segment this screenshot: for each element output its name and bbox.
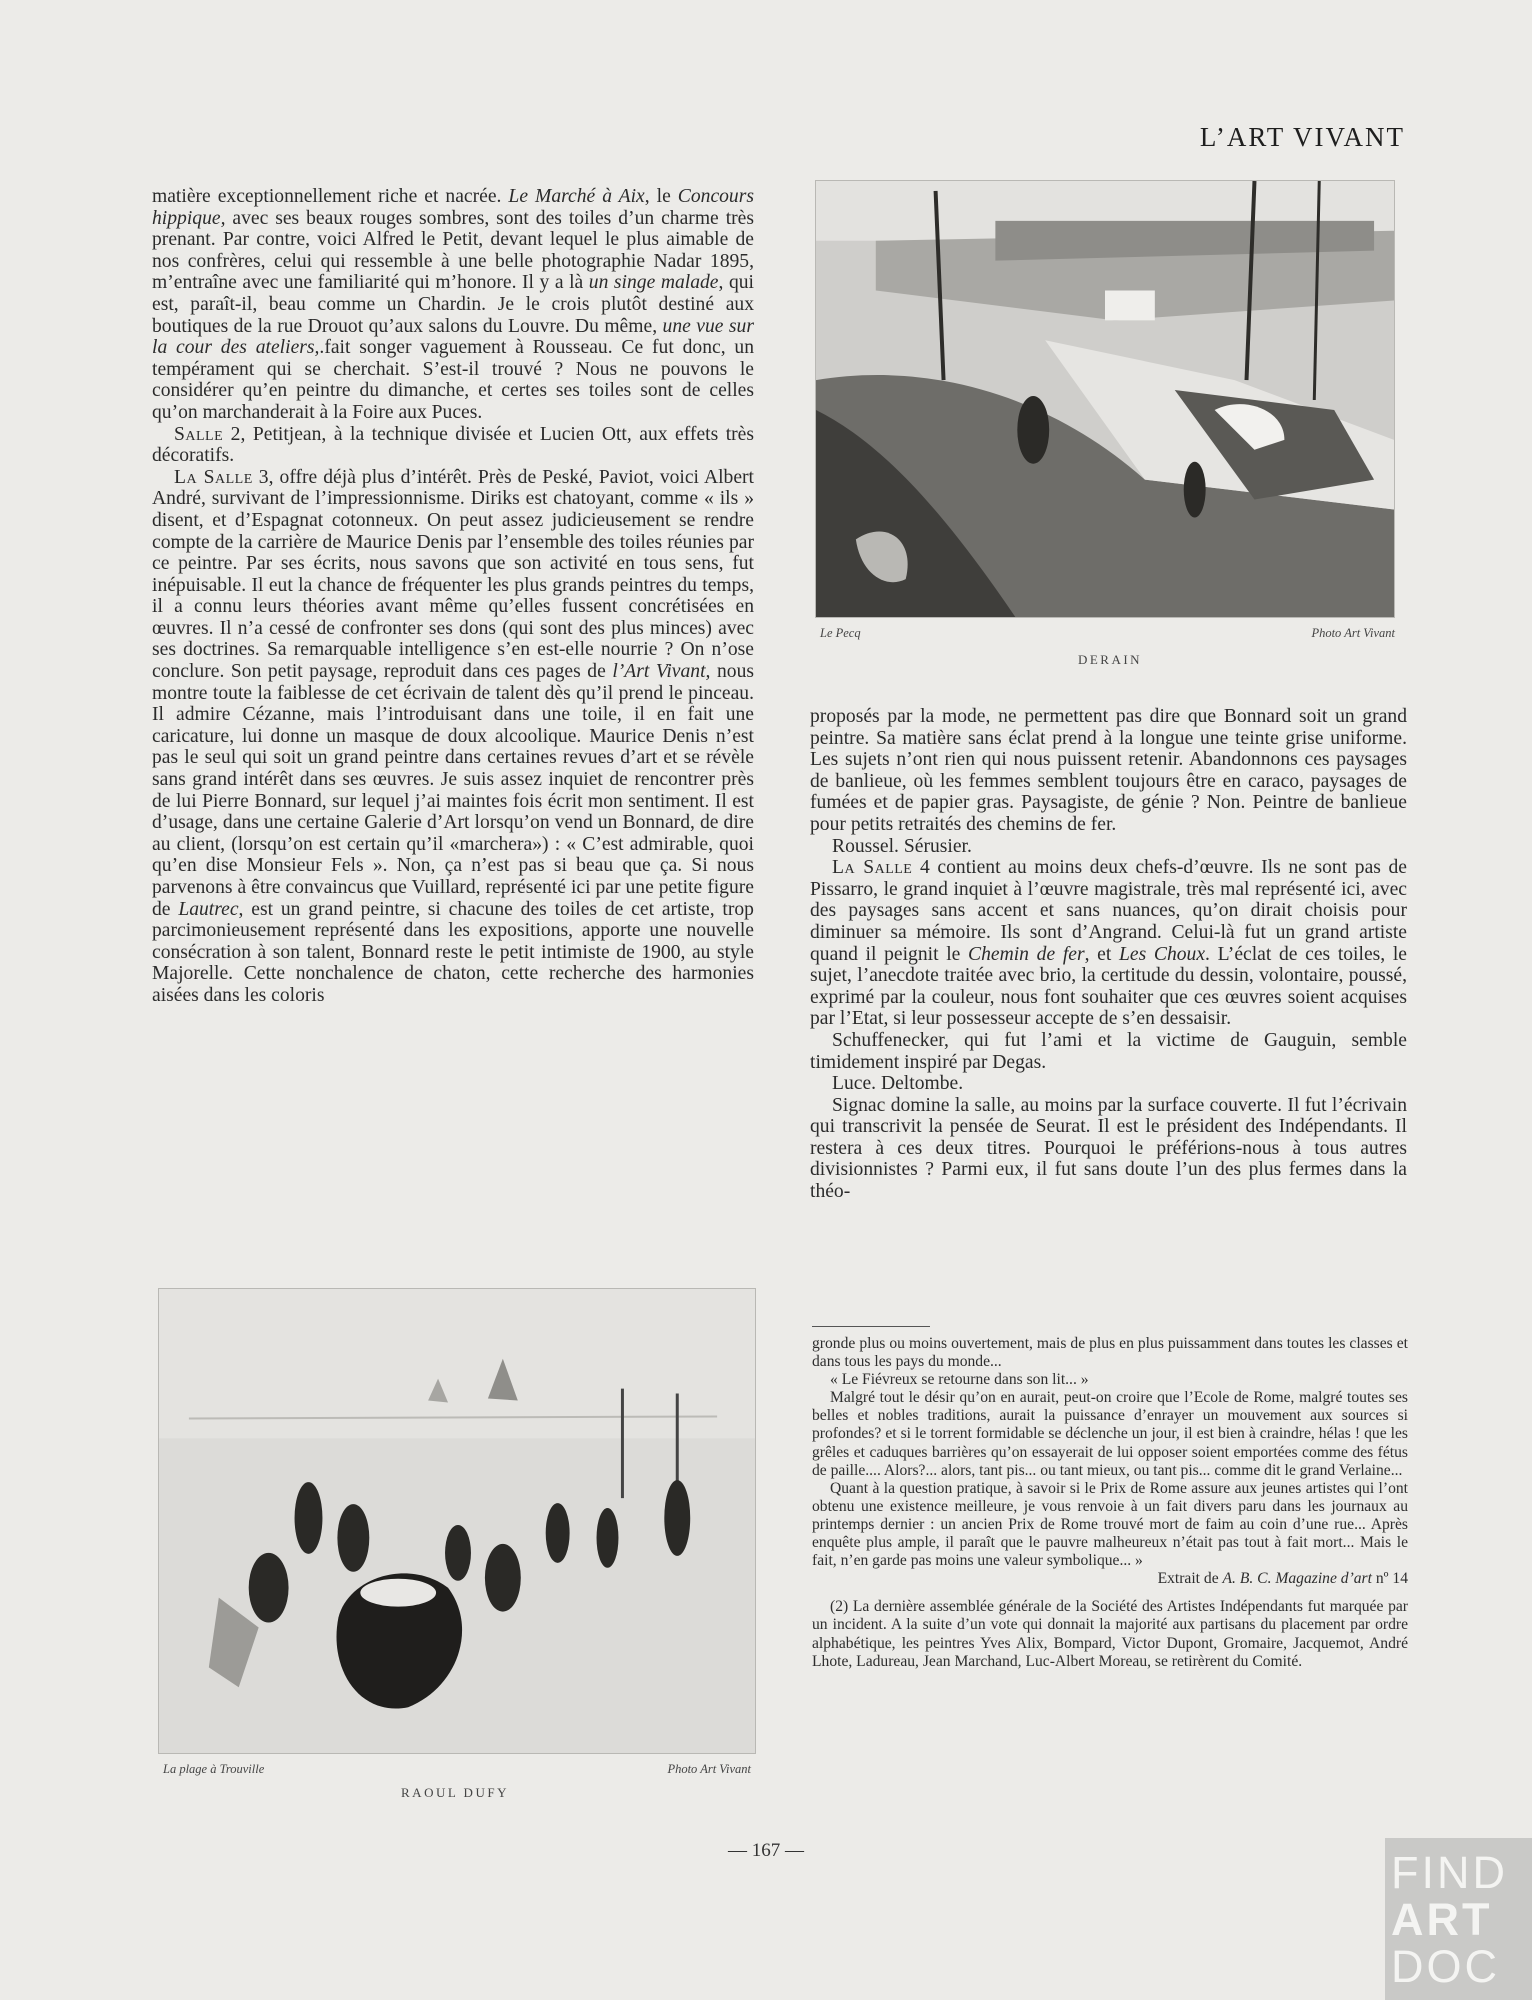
footnote-divider <box>812 1326 930 1327</box>
paragraph: La Salle 4 contient au moins deux chefs-d’œuvre. Ils ne sont pas de Pissarro, le grand inquiet à l’œuvre magistrale, très mal représenté ici, avec des paysages sans accent et sans nuances, qu’on dirait choisis pour diminuer sa mémoire. Ils sont d’Angrand. Celui-là fut un grand artiste quand il peignit le Chemin de fer, et Les Choux. L’éclat de ces toiles, le sujet, l’anecdote traitée avec brio, la certitude du dessin, volontaire, poussé, exprimé par la couleur, nous font souhaiter que ces œuvres soient acquises par l’Etat, si leur possesseur accepte de s’en dessaisir. <box>810 857 1408 1030</box>
dufy-photo-credit: Photo Art Vivant <box>667 1762 751 1776</box>
dufy-artist-name: RAOUL DUFY <box>401 1785 509 1800</box>
footnote-source: Extrait de A. B. C. Magazine d’art nº 14 <box>1157 1570 1408 1588</box>
paragraph: Signac domine la salle, au moins par la surface couverte. Il fut l’écrivain qui transcrivit la pensée de Seurat. Il est le président des Indépendants. Il restera à ces deux titres. Pourquoi le préférions-nous à tous autres divisionnistes ? Parmi eux, il fut sans doute l’un des plus fermes dans la théo- <box>810 1094 1407 1203</box>
footnote-paragraph: « Le Fiévreux se retourne dans son lit... » <box>830 1371 1089 1389</box>
derain-caption <box>820 626 1395 641</box>
paragraph: La Salle 3, offre déjà plus d’intérêt. Près de Peské, Paviot, voici Albert André, survivant de l’impressionnisme. Diriks est chatoyant, comme « ils » disent, et d’Espagnat cotonneux. On peut assez judicieusement se rendre compte de la carrière de Maurice Denis par l’ensemble des toiles réunies par ce peintre. Par ses écrits, nous savons que son activité en tous sens, fut inépuisable. Il eut la chance de fréquenter les plus grands peintres du temps, il a connu leurs théories avant même qu’elles fussent concrétisées en œuvres. Il n’a cessé de confronter ses dons (qui sont des plus minces) avec ses doctrines. Sa remarquable intelligence s’en est-elle nourrie ? On n’ose conclure. Son petit paysage, reproduit dans ces pages de l’Art Vivant, nous montre toute la faiblesse de cet écrivain de talent dès qu’il prend le pinceau. Il admire Cézanne, mais l’introduisant dans une toile, il en fait une caricature, lui donne un masque de doux alcoolique. Maurice Denis n’est pas le seul qui soit un grand peintre dans certaines revues d’art et se révèle sans grand intérêt dans ses œuvres. Je suis assez inquiet de rencontrer près de lui Pierre Bonnard, sur lequel j’ai maintes fois écrit mon sentiment. Il est d’usage, dans une certaine Galerie d’Art lorsqu’on vend un Bonnard, de dire au client, (lorsqu’on est certain qu’il «marchera») : « C’est admirable, quoi qu’en dise Monsieur Fels ». Non, ça n’est pas si beau que ça. Si nous parvenons à être convaincus que Vuillard, représenté ici par une petite figure de Lautrec, est un grand peintre, si chacune des toiles de cet artiste, trop parcimonieusement représenté dans les expositions, apporte une nouvelle consécration à son talent, Bonnard reste le petit intimiste de 1900, au style Majorelle. Cette nonchalence de chaton, cette recherche des harmonies aisées dans les coloris <box>152 466 754 1006</box>
footnote-paragraph: (2) La dernière assemblée générale de la Société des Artistes Indépendants fut marquée par un incident. A la suite d’un vote qui donnait la majorité aux partisans du placement par ordre alphabétique, les peintres Yves Alix, Bompard, Victor Dupont, Gromaire, Jacquemot, André Lhote, Ladureau, Jean Marchand, Luc-Albert Moreau, se retirèrent du Comité. <box>812 1598 1408 1670</box>
page-number: — 167 — <box>728 1840 804 1861</box>
dufy-caption <box>163 1762 751 1777</box>
paragraph: Roussel. Sérusier. <box>832 835 972 857</box>
paragraph: matière exceptionnellement riche et nacrée. Le Marché à Aix, le Concours hippique, avec ses beaux rouges sombres, sont des toiles d’un charme très prenant. Par contre, voici Alfred le Petit, devant lequel le plus aimable de nos confrères, celui qui ressemble à une belle photographie Nadar 1895, m’entraîne avec une familiarité qui m’honore. Il y a là un singe malade, qui est, paraît-il, beau comme un Chardin. Je le crois plutôt destiné aux boutiques de la rue Drouot qu’aux salons du Louvre. Du même, une vue sur la cour des ateliers,.fait songer vaguement à Rousseau. Ce fut donc, un tempérament qui se cherchait. S’est-il trouvé ? Nous ne pouvons le considérer qu’en peintre du dimanche, et certes ses toiles sont de celles qu’on marchanderait à la Foire aux Puces. <box>152 186 755 423</box>
dufy-painting-image <box>158 1288 756 1754</box>
paragraph: Luce. Deltombe. <box>832 1073 964 1095</box>
paragraph: Salle 2, Petitjean, à la technique divisée et Lucien Ott, aux effets très décoratifs. <box>152 423 754 467</box>
derain-title: Le Pecq <box>820 626 861 640</box>
derain-photo-credit: Photo Art Vivant <box>1311 626 1395 640</box>
footnote-paragraph: gronde plus ou moins ouvertement, mais de plus en plus puissamment dans toutes les classes et dans tous les pays du monde... <box>812 1335 1408 1371</box>
left-column-text <box>152 186 754 1007</box>
findartdoc-logo: FIND ART DOC <box>1385 1838 1532 2000</box>
derain-artist-name: DERAIN <box>1077 652 1143 667</box>
running-head: L’ART VIVANT <box>1199 122 1405 152</box>
derain-painting-image <box>815 180 1395 618</box>
footnote-paragraph: Quant à la question pratique, à savoir si le Prix de Rome assure aux jeunes artistes qui l’ont obtenu une existence meilleure, je vous renvoie à un fait divers paru dans les journaux au printemps dernier : un ancien Prix de Rome trouvé mort de faim au coin d’une rue... Après enquête plus ample, il paraît que le pauvre malheureux n’était pas tout à fait mort... Mais le fait, n’en garde pas moins une valeur symbolique... » <box>812 1479 1408 1570</box>
paragraph: proposés par la mode, ne permettent pas dire que Bonnard soit un grand peintre. Sa matière sans éclat prend à la longue une teinte grise uniforme. Les sujets n’ont rien qui nous puissent retenir. Abandonnons ces paysages de banlieue, où les femmes semblent toujours être en caraco, paysages de fumées et de papier gras. Paysagiste, de génie ? Non. Peintre de banlieue pour petits retraités des chemins de fer. <box>810 706 1407 835</box>
paragraph: Schuffenecker, qui fut l’ami et la victime de Gauguin, semble timidement inspiré par Degas. <box>810 1029 1407 1073</box>
footnotes <box>812 1335 1408 1671</box>
footnote-paragraph: Malgré tout le désir qu’on en aurait, peut-on croire que l’Ecole de Rome, malgré toutes ses belles et nobles traditions, aurait la puissance d’enrayer un mouvement aux sources si profondes? et si le torrent formidable se déclenche un jour, il est bien à craindre, hélas ! que les grêles et caduques barrières qu’on essayerait de lui opposer soient emportées comme des fétus de paille.... Alors?... alors, tant pis... ou tant mieux, ou tant pis... comme dit le grand Verlaine... <box>812 1389 1408 1479</box>
dufy-title: La plage à Trouville <box>163 1762 265 1776</box>
right-column-text <box>810 706 1407 1203</box>
